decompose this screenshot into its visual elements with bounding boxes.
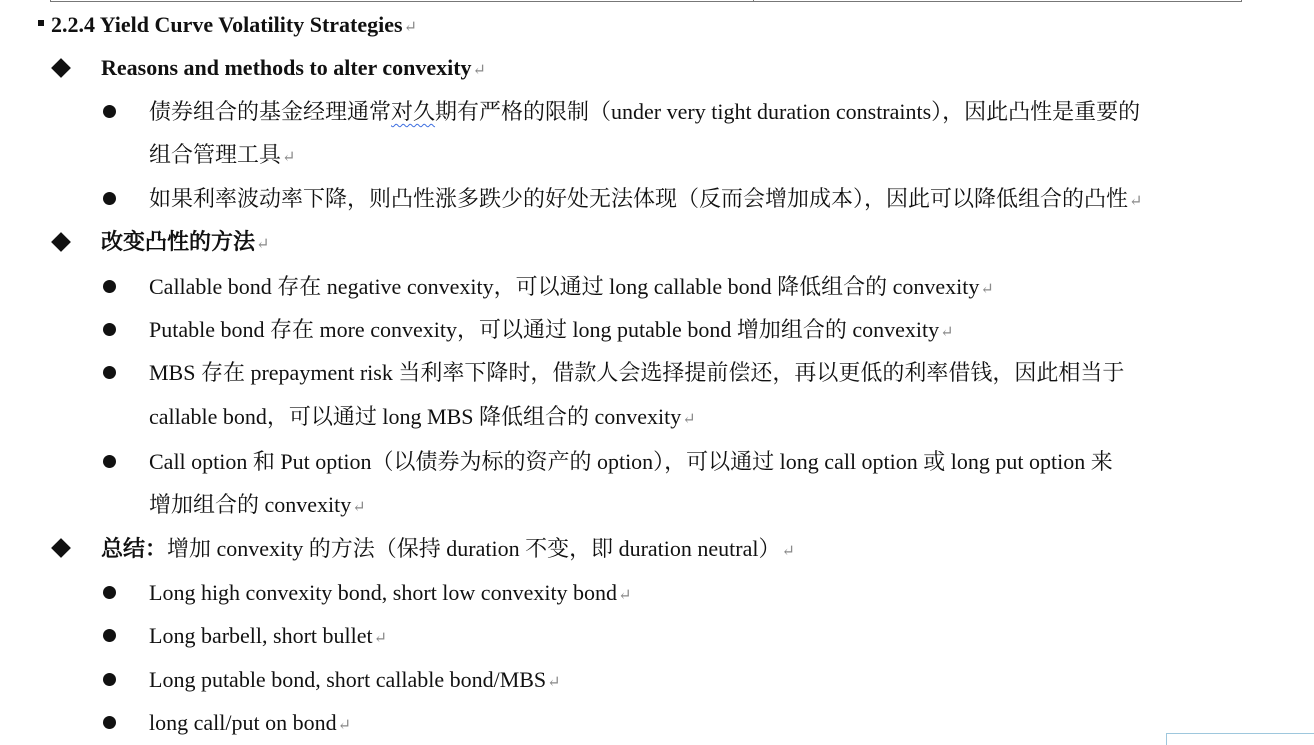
paragraph-mark-icon: ↵ xyxy=(373,630,388,647)
list-item: MBS 存在 prepayment risk 当利率下降时，借款人会选择提前偿还，再以更低的利率借钱，因此相当于 xyxy=(149,360,1125,385)
paragraph-mark-icon: ↵ xyxy=(1129,193,1143,210)
round-bullet-icon xyxy=(103,323,116,336)
diamond-bullet-icon xyxy=(51,232,71,252)
list-item: Long high convexity bond, short low convexity bond↵ xyxy=(149,580,632,605)
subheading-reasons: Reasons and methods to alter convexity↵ xyxy=(101,55,486,80)
list-item: Long barbell, short bullet↵ xyxy=(149,623,388,648)
round-bullet-icon xyxy=(103,455,116,468)
round-bullet-icon xyxy=(103,280,116,293)
subheading-methods: 改变凸性的方法↵ xyxy=(101,229,270,254)
paragraph-mark-icon: ↵ xyxy=(547,674,561,691)
paragraph-mark-icon: ↵ xyxy=(618,587,632,604)
paragraph-mark-icon: ↵ xyxy=(403,19,417,36)
paragraph-mark-icon: ↵ xyxy=(940,324,954,341)
round-bullet-icon xyxy=(103,629,116,642)
spellcheck-flag[interactable]: 对久 xyxy=(391,99,436,124)
list-item-continuation: callable bond，可以通过 long MBS 降低组合的 convexity↵ xyxy=(149,404,696,429)
list-item: Putable bond 存在 more convexity，可以通过 long putable bond 增加组合的 convexity↵ xyxy=(149,317,954,342)
diamond-bullet-icon xyxy=(51,538,71,558)
subheading-summary: 总结：增加 convexity 的方法（保持 duration 不变，即 duration neutral）↵ xyxy=(101,536,795,561)
paragraph-mark-icon: ↵ xyxy=(337,717,351,734)
paragraph-mark-icon: ↵ xyxy=(282,149,296,166)
round-bullet-icon xyxy=(103,716,116,729)
list-item-continuation: 组合管理工具↵ xyxy=(149,142,296,167)
paragraph-mark-icon: ↵ xyxy=(682,411,696,428)
table-bottom-border xyxy=(50,0,1242,2)
round-bullet-icon xyxy=(103,105,116,118)
paragraph-mark-icon: ↵ xyxy=(256,236,270,253)
round-bullet-icon xyxy=(103,586,116,599)
paragraph-mark-icon: ↵ xyxy=(352,499,366,516)
text-box-edge xyxy=(1166,733,1314,745)
paragraph-mark-icon: ↵ xyxy=(472,62,486,79)
section-heading xyxy=(51,10,417,43)
round-bullet-icon xyxy=(103,673,116,686)
paragraph-mark-icon: ↵ xyxy=(781,543,795,560)
section-number: 2.2.4 xyxy=(51,12,95,37)
round-bullet-icon xyxy=(103,366,116,379)
square-bullet-icon xyxy=(38,20,44,26)
list-item-continuation: 增加组合的 convexity↵ xyxy=(149,492,366,517)
list-item: Call option 和 Put option（以债券为标的资产的 option），可以通过 long call option 或 long put option 来 xyxy=(149,449,1113,474)
paragraph-mark-icon: ↵ xyxy=(980,281,994,298)
list-item: 债券组合的基金经理通常对久期有严格的限制（under very tight duration constraints），因此凸性是重要的 xyxy=(149,99,1141,124)
diamond-bullet-icon xyxy=(51,58,71,78)
section-title: Yield Curve Volatility Strategies xyxy=(99,12,403,37)
list-item: 如果利率波动率下降，则凸性涨多跌少的好处无法体现（反而会增加成本），因此可以降低组合的凸性↵ xyxy=(149,186,1143,211)
list-item: Long putable bond, short callable bond/MBS↵ xyxy=(149,667,561,692)
list-item: Callable bond 存在 negative convexity，可以通过 long callable bond 降低组合的 convexity↵ xyxy=(149,274,994,299)
list-item: long call/put on bond↵ xyxy=(149,710,351,735)
round-bullet-icon xyxy=(103,192,116,205)
